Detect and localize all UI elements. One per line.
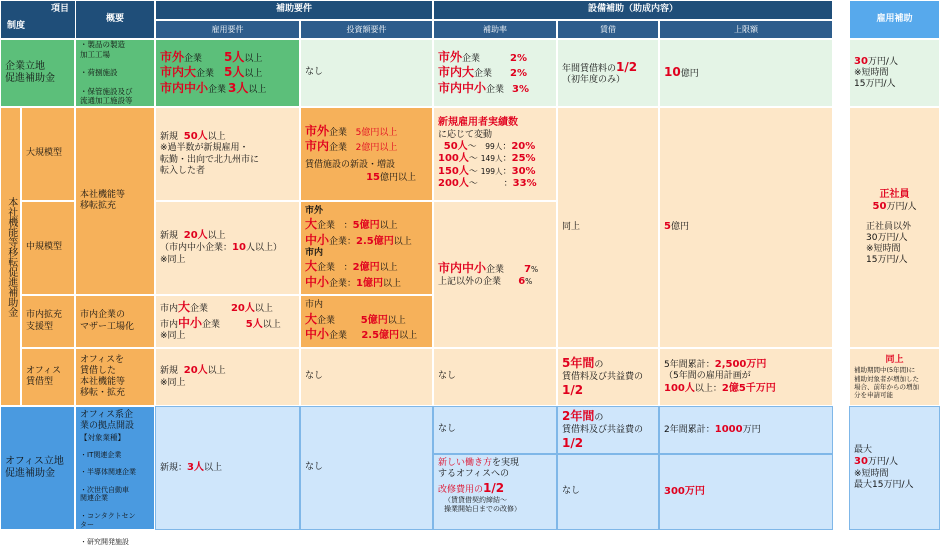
hq-sinv-e: 以上: [399, 331, 418, 342]
hq-minv-e: 以上: [379, 221, 398, 231]
hq-rate-c: 99人: [485, 141, 503, 151]
hq-rate-sme-a: 市内中小: [438, 260, 487, 275]
hq-large-emp-num: 50人: [183, 130, 208, 142]
hq-rate-d: ：: [503, 179, 513, 190]
hq-semp-d: 20人: [230, 303, 255, 315]
hq-rate-v: 33%: [512, 178, 537, 190]
row3-rent1-b: の 賃借料及び共益費の: [562, 413, 644, 435]
hq-minv-d: 2.5億円: [356, 235, 394, 247]
hq-large-inv-note: 賃借施設の新設・増設: [305, 160, 396, 171]
hq-rate-a: 150人: [438, 165, 469, 177]
row1-emp-line: [160, 81, 295, 96]
hq-minv-b: 企業: [317, 263, 336, 274]
row3-emp: [155, 406, 300, 530]
hq-local-emp-row: [160, 316, 295, 332]
row1-rate-line: [438, 65, 552, 81]
row1-emp-a: 市外: [160, 50, 185, 65]
row3-cap1-a: 2年間累計：: [664, 424, 715, 435]
header-overview-label: 概要: [105, 13, 124, 24]
hq-office-label: [21, 348, 75, 406]
header-rate-label: 補助率: [483, 24, 507, 34]
hq-rate-a: 100人: [438, 153, 469, 165]
row1-cap: [659, 39, 833, 107]
hq-medium-emp-num: 20人: [183, 229, 208, 241]
hq-cap-unit: 億円: [670, 222, 689, 233]
hq-office-job-note: 補助期間中(5年間)に 補助対象者が増加した 場合、前年からの増加 分を申請可能: [854, 366, 919, 399]
header-item: 項目: [51, 4, 70, 14]
hq-rate-other-text: 上記以外の企業: [438, 277, 502, 287]
hq-medium-emp: [155, 201, 300, 295]
hq-office-inv: [300, 348, 433, 406]
hq-rate-d: ：: [502, 166, 512, 177]
hq-semp-d: 5人: [245, 318, 263, 330]
row1-rate-v: 2%: [510, 68, 528, 80]
hq-rate-b: ～: [468, 154, 478, 165]
row3-job-note2: 最大15万円/人: [854, 479, 914, 490]
hq-sinv-d: 5億円: [360, 314, 388, 326]
hq-semp-b: 大: [178, 300, 191, 315]
hq-overview-text: 本社機能等 移転拡充: [80, 189, 126, 211]
hq-office-overview-text: オフィスを 賃借した 本社機能等 移転・拡充: [80, 354, 126, 399]
hq-minv-b: 企業: [317, 221, 336, 231]
row3-cap1-v: 1000: [714, 423, 743, 435]
row1-overview-item: ・ 荷捌施設: [80, 68, 150, 77]
hq-minv-d: 5億円: [352, 220, 380, 231]
row1-name: [0, 39, 75, 107]
row3-job: [849, 406, 940, 530]
row1-cap-unit: 億円: [680, 69, 699, 80]
hq-vertical-title: [0, 107, 21, 406]
row1-rate-line: [438, 81, 552, 97]
hq-sinv-b: 企業: [317, 315, 336, 326]
row1-rate-b: 企業: [462, 53, 481, 64]
row1-inv-label: なし: [305, 67, 324, 78]
header-system: 制度: [7, 21, 26, 31]
hq-cap: [659, 107, 833, 348]
header-employment-subsidy: [849, 0, 940, 39]
hq-minv-b: 企業: [329, 236, 348, 247]
row1-rate-v: 3%: [512, 83, 530, 95]
row1-overview: [75, 39, 155, 107]
header-investment-req-label: 投資額要件: [346, 24, 387, 34]
hq-job: [849, 107, 940, 348]
hq-office-inv-text: なし: [305, 371, 324, 382]
row3-cap1: [659, 406, 833, 454]
row3-cap2-text: 300万円: [664, 485, 705, 497]
hq-office-rate-text: なし: [438, 371, 457, 382]
hq-inv-b: 企業: [329, 143, 348, 154]
row3-overview-item: ・ IT関連企業: [80, 451, 150, 460]
hq-inv-c: 2億円以上: [355, 143, 398, 154]
hq-minv-c: ：: [343, 263, 353, 274]
hq-local-inv-h: 市内: [305, 300, 324, 311]
row3-rent2: [557, 454, 659, 530]
hq-inv-b: 企業: [329, 127, 348, 138]
hq-rate-d: ：: [502, 154, 512, 165]
row1-rate-a: 市内大: [438, 65, 475, 80]
row3-rent1-frac: 1/2: [562, 435, 584, 450]
hq-office-text: オフィス 賃借型: [26, 365, 62, 387]
row1-emp-d: 以上: [248, 84, 267, 95]
hq-office-cap: [659, 348, 833, 406]
hq-large-emp-post: 以上: [207, 131, 226, 142]
header-rent: [557, 20, 659, 39]
hq-semp-c: 企業: [190, 304, 209, 315]
row1-emp-c: 3人: [228, 80, 249, 95]
hq-sinv-e: 以上: [387, 315, 406, 326]
hq-office-rent-frac: 1/2: [562, 382, 584, 397]
hq-minv-a: 大: [305, 217, 318, 231]
hq-medium-emp-pre: 新規: [160, 230, 179, 241]
hq-large-text: 大規模型: [26, 148, 63, 159]
hq-office-cap3v: 2億5千万円: [721, 382, 776, 394]
hq-medium-inv-h2: 市内: [305, 248, 324, 258]
hq-office-rent-a: 5年間: [562, 356, 595, 371]
row1-rate-b: 企業: [474, 69, 493, 80]
hq-medium-inv-row: [305, 217, 428, 233]
header-subsidy-req: [155, 0, 433, 20]
hq-rate-row: [438, 178, 552, 191]
hq-sinv-a: 中小: [305, 327, 330, 342]
row1-cap-line: [664, 65, 828, 80]
row3-rent1-text: [562, 409, 654, 436]
hq-office-cap1: 5年間累計：: [664, 359, 715, 370]
row1-rate: [433, 39, 557, 107]
row3-job-unit: 万円/人: [867, 457, 898, 468]
row1-job-line: [854, 56, 935, 69]
row3-name-label: オフィス立地 促進補助金: [5, 455, 64, 479]
row1-emp-d: 以上: [244, 54, 263, 65]
header-subsidy-req-label: 補助要件: [275, 4, 312, 15]
row3-rate1-text: なし: [438, 424, 457, 435]
row1-emp-a: 市内大: [160, 65, 197, 80]
header-equipment-label: 設備補助（助成内容）: [587, 4, 678, 15]
hq-large-emp-note: ※過半数が新規雇用・ 転勤・出向で北九州市に 転入した者: [160, 143, 260, 176]
row1-rate-v: 2%: [510, 52, 528, 64]
hq-medium-inv-h1: 市外: [305, 205, 324, 216]
hq-overview: [75, 107, 155, 295]
row3-job-pre: 最大: [854, 444, 873, 455]
hq-office-job-title: 同上: [885, 355, 904, 366]
hq-medium-text: 中規模型: [26, 242, 63, 253]
hq-local-emp-row: [160, 300, 295, 316]
hq-minv-c: ：: [347, 278, 357, 289]
hq-minv-a: 中小: [305, 232, 330, 247]
hq-large-inv-line: [305, 139, 428, 154]
hq-job-line: [854, 201, 935, 214]
hq-rate-sme: [438, 261, 552, 277]
hq-medium-inv-row: [305, 275, 428, 291]
hq-local-inv-row: [305, 327, 428, 343]
hq-sinv-a: 大: [305, 311, 318, 326]
header-investment-req: [300, 20, 433, 39]
hq-rate-b: ～: [468, 179, 478, 190]
hq-office-emp: [155, 348, 300, 406]
row1-emp-b: 企業: [208, 84, 227, 95]
hq-minv-d: 2億円: [352, 262, 380, 274]
hq-office-emp-num: 20人: [183, 365, 208, 377]
hq-medium-emp-note: ※同上: [160, 254, 186, 265]
hq-medium-emp-sme: [160, 242, 295, 255]
row1-employment-req: [155, 39, 300, 107]
hq-rate-row: [438, 166, 552, 179]
hq-local-inv: [300, 295, 433, 348]
row1-name-label: 企業立地 促進補助金: [5, 60, 55, 84]
row3-overview-title: オフィス系企 業の拠点開設: [80, 410, 135, 432]
hq-local-emp: [155, 295, 300, 348]
hq-medium-inv-row: [305, 233, 428, 249]
hq-large-emp-pre: 新規: [160, 131, 179, 142]
hq-job-other: 正社員以外 30万円/人 ※短時間 15万円/人: [866, 221, 912, 266]
hq-office-rent: [557, 348, 659, 406]
hq-rate-sub: に応じて変動: [438, 129, 493, 140]
hq-minv-c: ：: [347, 236, 357, 247]
hq-large-inv-unit: 億円以上: [379, 172, 416, 183]
hq-rate-other-pct: %: [525, 277, 533, 286]
row3-cap1-u: 万円: [742, 424, 761, 435]
row3-job-note1: ※短時間: [854, 468, 889, 479]
hq-office-emp-line: [160, 365, 295, 378]
row3-rate2-b: を実現 するオフィスへの: [438, 458, 520, 480]
row1-job-unit: 万円/人: [867, 56, 898, 67]
row3-rate2-note: （賃貸借契約締結～ 操業開始日までの改修）: [444, 495, 521, 513]
row1-overview-item: ・ 製品の製造 加工工場: [80, 40, 150, 59]
hq-semp-e: 以上: [254, 304, 273, 315]
hq-minv-a: 大: [305, 259, 318, 274]
row1-emp-line: [160, 65, 295, 80]
header-employment-subsidy-label: 雇用補助: [876, 13, 913, 24]
hq-local-inv-row: [305, 312, 428, 328]
row3-overview-item: ・ コンタクトセン ター: [80, 512, 150, 530]
row3-overview-item: ・ 次世代自動車 関連企業: [80, 486, 150, 504]
hq-rate-a: 200人: [438, 178, 469, 190]
hq-office-cap-line3: [664, 383, 828, 396]
row3-rent2-text: なし: [562, 486, 581, 497]
hq-office-emp-note: ※同上: [160, 377, 186, 388]
hq-office-cap3a: 100人: [664, 382, 695, 394]
hq-minv-e: 以上: [393, 236, 412, 247]
row3-emp-num: 3人: [187, 461, 204, 473]
hq-large-label: [21, 107, 75, 201]
hq-rate-a: 50人: [443, 140, 468, 152]
hq-minv-c: ：: [343, 221, 353, 231]
row1-cap-num: 10: [664, 65, 681, 80]
hq-medium-emp-line: [160, 230, 295, 243]
hq-inv-c: 5億円以上: [355, 127, 398, 138]
hq-rate-b: ～: [467, 141, 477, 152]
row3-rate2: [433, 454, 557, 530]
row1-rate-a: 市内中小: [438, 80, 487, 95]
hq-office-cap1v: 2,500万円: [714, 358, 767, 370]
hq-rate-other: [438, 276, 552, 289]
row1-overview-item: ・ 保管施設及び 流通加工施設等: [80, 87, 150, 106]
row1-emp-c: 5人: [224, 50, 245, 65]
hq-local-text: 市内拡充 支援型: [26, 310, 63, 332]
row3-job-line: [854, 456, 935, 469]
row1-emp-c: 5人: [224, 65, 245, 80]
row1-emp-b: 企業: [184, 54, 203, 65]
hq-rate-title: 新規雇用者実績数: [438, 117, 518, 129]
hq-rate-v: 25%: [511, 153, 536, 165]
hq-sinv-b: 企業: [329, 331, 348, 342]
hq-rate-v: 20%: [511, 140, 536, 152]
hq-office-emp-pre: 新規: [160, 366, 179, 377]
row3-emp-post: 以上: [203, 462, 222, 473]
hq-rate-c: 149人: [480, 154, 503, 164]
header-cap-label: 上限額: [734, 24, 758, 34]
row3-name: [0, 406, 75, 530]
row3-inv-text: なし: [305, 462, 324, 473]
hq-semp-c: 企業: [202, 319, 221, 330]
hq-rate-sme-v: 7: [524, 263, 532, 275]
hq-medium-rate: [433, 201, 557, 348]
row3-overview-item: ・ 半導体関連企業: [80, 468, 150, 477]
row3-rent1: [557, 406, 659, 454]
row3-cap2: [659, 454, 833, 530]
hq-large-inv-val: [305, 172, 428, 185]
row1-job: [849, 39, 940, 107]
hq-vertical-label: 本社機能等移転促進補助金: [5, 196, 17, 317]
hq-minv-b: 企業: [329, 278, 348, 289]
hq-large-rate: [433, 107, 557, 201]
row1-rent-text: 年間賃借料の: [562, 63, 617, 74]
row3-rate2-line: [438, 481, 552, 496]
hq-local-emp-note: ※同上: [160, 331, 186, 342]
header-rent-label: 賃借: [600, 24, 616, 34]
hq-rent-text: 同上: [562, 221, 581, 232]
hq-rent: [557, 107, 659, 348]
hq-job-unit: 万円/人: [886, 202, 917, 212]
row1-rate-b: 企業: [486, 84, 505, 95]
hq-office-rent-text: [562, 356, 654, 383]
row1-emp-b: 企業: [196, 69, 215, 80]
row3-emp-line: [160, 462, 295, 475]
row1-job-note1: ※短時間: [854, 68, 889, 78]
row1-rent: [557, 39, 659, 107]
row1-emp-d: 以上: [244, 69, 263, 80]
row1-rate-line: [438, 50, 552, 66]
hq-semp-b: 中小: [178, 315, 203, 330]
hq-rate-sme-pct: %: [531, 264, 539, 274]
hq-semp-a: 市内: [160, 319, 179, 330]
row3-inv: [300, 406, 433, 530]
row1-rate-a: 市外: [438, 49, 463, 64]
hq-office-job: [849, 348, 940, 406]
hq-office-rate: [433, 348, 557, 406]
hq-medium-label: [21, 201, 75, 295]
row3-overview-list: [80, 442, 150, 556]
hq-sinv-d: 2.5億円: [361, 330, 400, 342]
hq-rate-d: ：: [502, 141, 512, 152]
hq-semp-a: 市内: [160, 304, 179, 315]
header-cap: [659, 20, 833, 39]
row3-overview-sub: 【対象業種】: [80, 432, 125, 442]
header-employment-req-label: 雇用要件: [211, 24, 244, 34]
row3-rate2-frac: 1/2: [483, 480, 505, 495]
row1-rent-frac: 1/2: [616, 59, 638, 74]
hq-local-overview-text: 市内企業の マザー工場化: [80, 310, 135, 332]
hq-large-emp-line: [160, 131, 295, 144]
row3-overview: [75, 406, 155, 547]
hq-rate-sme-b: 企業: [486, 264, 505, 275]
hq-inv-a: 市外: [305, 123, 330, 138]
hq-office-cap-line1: [664, 359, 828, 372]
hq-semp-e: 以上: [262, 319, 281, 330]
hq-medium-emp-sme-num: 10: [232, 242, 246, 254]
hq-job-num: 50: [872, 201, 887, 212]
hq-medium-emp-sme-post: 人以上）: [245, 243, 282, 254]
hq-office-overview: [75, 348, 155, 406]
row1-overview-list: [80, 31, 150, 115]
row3-emp-pre: 新規：: [160, 462, 188, 473]
hq-rate-row: [438, 141, 552, 154]
hq-job-title: 正社員: [879, 188, 910, 200]
row3-rate2-text: [438, 458, 552, 481]
hq-office-cap2: （5年間の雇用計画が: [664, 371, 751, 382]
hq-medium-inv-row: [305, 259, 428, 275]
row3-rate1: [433, 406, 557, 454]
hq-local-overview: [75, 295, 155, 348]
header-equipment: [433, 0, 833, 20]
hq-local-label: [21, 295, 75, 348]
hq-large-inv-line: [305, 124, 428, 139]
hq-inv-a: 市内: [305, 139, 330, 154]
row3-overview-item: ・ 研究開発施設: [80, 538, 150, 547]
hq-large-inv: [300, 107, 433, 201]
hq-minv-e: 以上: [383, 278, 402, 289]
row1-rent-line1: [562, 60, 654, 75]
row3-rent1-a: 2年間: [562, 409, 595, 424]
hq-office-rent-b: の 賃借料及び共益費の: [562, 360, 644, 382]
hq-minv-e: 以上: [379, 263, 398, 274]
hq-rate-c: 199人: [480, 166, 503, 176]
hq-medium-emp-sme-pre: （市内中小企業：: [160, 243, 233, 254]
hq-cap-num: 5: [664, 221, 671, 233]
hq-large-emp: [155, 107, 300, 201]
row1-rent-line2: （初年度のみ）: [562, 75, 626, 85]
hq-medium-inv: [300, 201, 433, 295]
hq-office-emp-post: 以上: [207, 366, 226, 377]
row1-job-note2: 15万円/人: [854, 79, 896, 90]
row3-cap1-line: [664, 424, 828, 437]
hq-cap-line: [664, 221, 828, 234]
row1-investment-req: [300, 39, 433, 107]
row1-emp-line: [160, 50, 295, 65]
hq-rate-other-v: 6: [518, 276, 526, 287]
row3-rate2-a: 新しい働き方: [438, 458, 493, 468]
hq-office-cap3b: 以上：: [694, 383, 722, 394]
row1-job-num: 30: [854, 55, 868, 67]
hq-minv-d: 1億円: [356, 277, 384, 289]
hq-large-inv-num: 15: [366, 171, 380, 183]
hq-minv-a: 中小: [305, 274, 330, 289]
header-rate: [433, 20, 557, 39]
header-employment-req: [155, 20, 300, 39]
row1-emp-a: 市内中小: [160, 80, 209, 95]
hq-medium-emp-post: 以上: [207, 230, 226, 241]
row3-job-num: 30: [854, 456, 868, 468]
hq-rate-v: 30%: [511, 165, 536, 177]
row3-rate2-c: 改修費用の: [438, 484, 484, 495]
hq-rate-row: [438, 153, 552, 166]
hq-rate-b: ～: [468, 166, 478, 177]
